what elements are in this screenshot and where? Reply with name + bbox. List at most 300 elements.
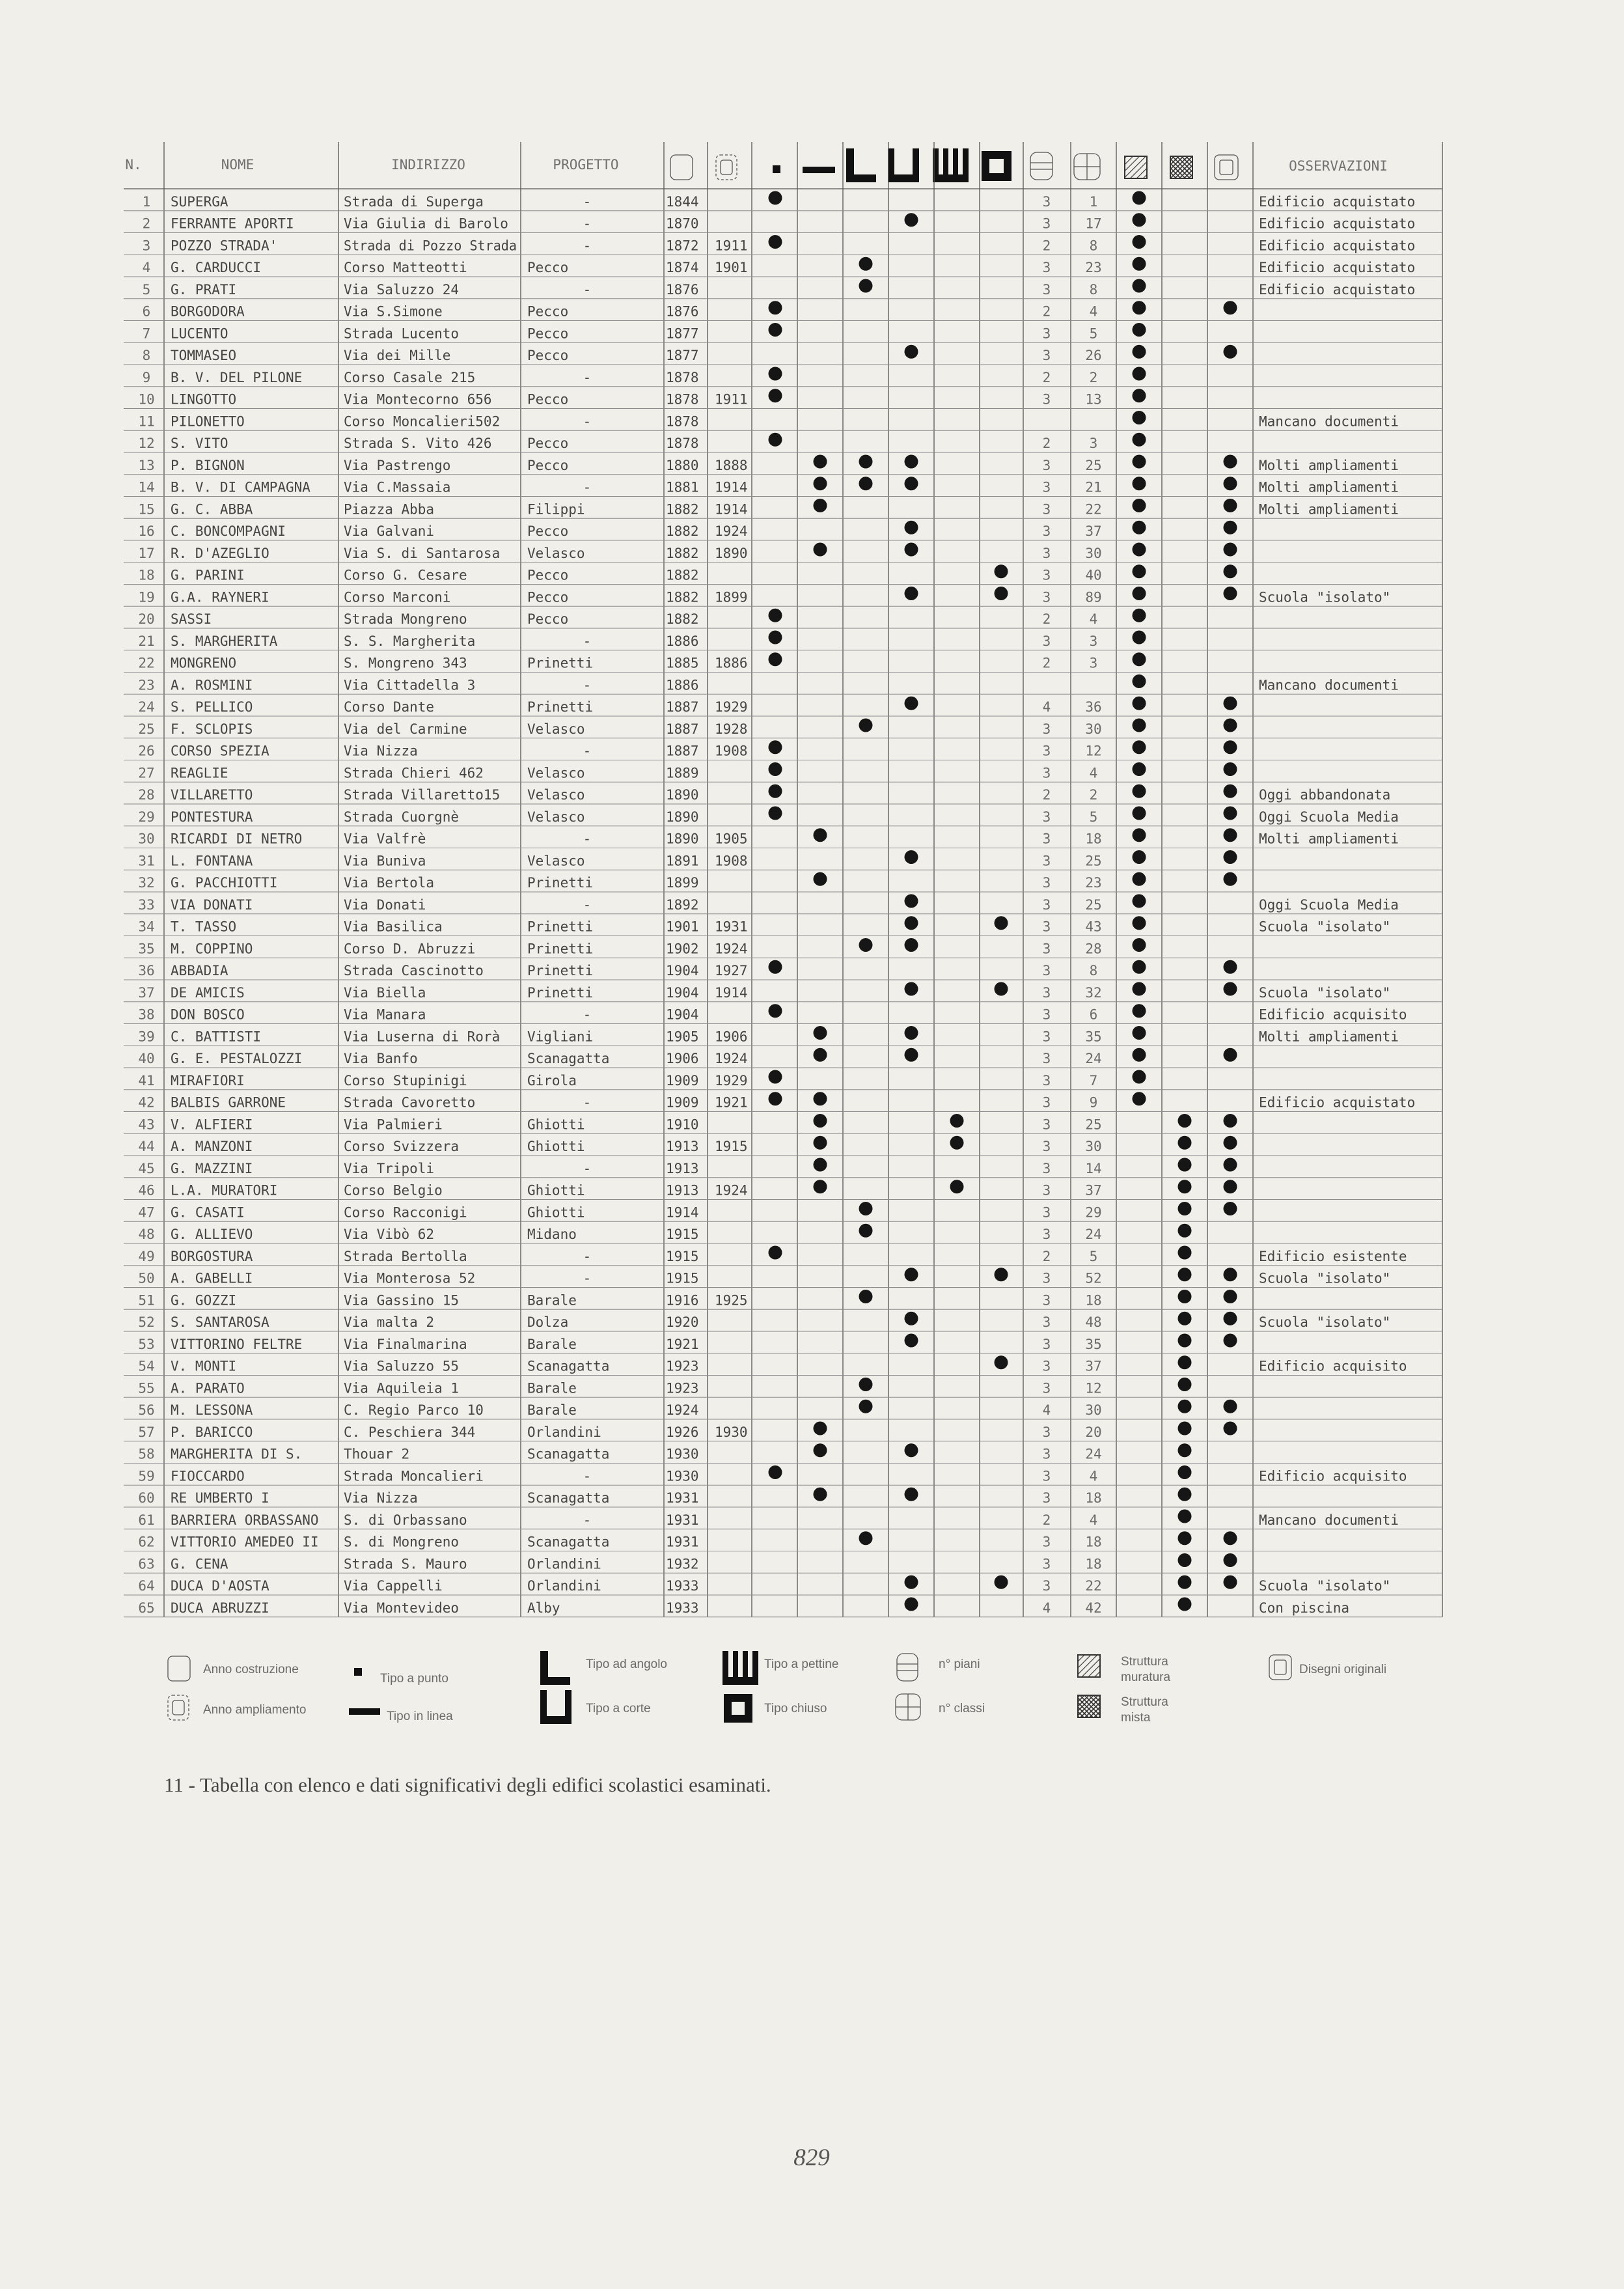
school-name: FERRANTE APORTI xyxy=(171,215,294,232)
marker-dot-linea xyxy=(814,1136,827,1150)
year-built: 1889 xyxy=(666,765,699,781)
anno-costruzione-icon xyxy=(670,155,693,180)
school-designer: - xyxy=(583,413,592,430)
classes-count: 8 xyxy=(1089,281,1098,298)
row-number: 41 xyxy=(138,1072,155,1089)
school-name: A. ROSMINI xyxy=(171,677,253,693)
classes-count: 40 xyxy=(1085,567,1102,583)
school-designer: Velasco xyxy=(527,545,585,561)
year-built: 1901 xyxy=(666,919,699,935)
school-address: Strada S. Vito 426 xyxy=(344,436,492,451)
school-name: DON BOSCO xyxy=(171,1006,245,1023)
marker-dot-corte xyxy=(905,982,918,996)
classes-count: 1 xyxy=(1089,193,1098,210)
year-built: 1885 xyxy=(666,655,699,671)
year-extended: 1914 xyxy=(715,501,748,518)
marker-dot-linea xyxy=(814,477,827,490)
floors-count: 3 xyxy=(1042,875,1051,891)
row-number: 2 xyxy=(142,215,151,232)
school-name: LUCENTO xyxy=(171,326,228,342)
table-row xyxy=(124,828,1442,848)
classes-count: 17 xyxy=(1085,215,1102,232)
legend-disegni-originali-inner-icon xyxy=(1274,1660,1286,1674)
school-name: P. BARICCO xyxy=(171,1424,253,1440)
floors-count: 3 xyxy=(1042,633,1051,649)
classes-count: 43 xyxy=(1085,919,1102,935)
floors-count: 3 xyxy=(1042,1534,1051,1550)
year-built: 1904 xyxy=(666,1006,699,1023)
table-row xyxy=(124,1531,1442,1551)
floors-count: 3 xyxy=(1042,1336,1051,1352)
table-row xyxy=(124,477,1442,496)
marker-dot-disegni xyxy=(1224,1312,1237,1325)
school-name: RICARDI DI NETRO xyxy=(171,831,303,847)
marker-dot-linea xyxy=(814,1443,827,1457)
school-designer: Velasco xyxy=(527,721,585,737)
marker-dot-disegni xyxy=(1224,1136,1237,1150)
classes-count: 4 xyxy=(1089,303,1098,320)
classes-count: 30 xyxy=(1085,1139,1102,1154)
table-row xyxy=(124,301,1442,320)
school-name: G. ALLIEVO xyxy=(171,1227,253,1242)
table-row xyxy=(124,872,1442,892)
school-name: B. V. DEL PILONE xyxy=(171,369,303,385)
observations: Scuola "isolato" xyxy=(1259,1270,1391,1286)
observations: Edificio acquistato xyxy=(1259,193,1416,210)
marker-dot-disegni xyxy=(1224,982,1237,996)
school-name: VITTORIO AMEDEO II xyxy=(171,1534,319,1550)
school-address: Via Luserna di Rorà xyxy=(344,1029,501,1045)
marker-dot-disegni xyxy=(1224,872,1237,886)
classes-count: 3 xyxy=(1089,436,1098,451)
marker-dot-corte xyxy=(905,1026,918,1040)
marker-dot-punto xyxy=(769,235,782,249)
marker-dot-angolo xyxy=(859,1531,873,1545)
observations: Edificio acquistato xyxy=(1259,215,1416,232)
school-address: Corso Matteotti xyxy=(344,260,467,275)
school-name: ABBADIA xyxy=(171,963,228,978)
marker-dot-mista xyxy=(1178,1378,1192,1391)
legend-n-piani: n° piani xyxy=(939,1658,980,1671)
school-designer: - xyxy=(583,369,592,385)
school-address: Via Basilica xyxy=(344,919,443,935)
classes-count: 25 xyxy=(1085,896,1102,913)
school-designer: - xyxy=(583,193,592,210)
school-name: V. MONTI xyxy=(171,1358,237,1374)
floors-count: 3 xyxy=(1042,1270,1051,1286)
school-name: R. D'AZEGLIO xyxy=(171,545,269,561)
marker-dot-disegni xyxy=(1224,850,1237,864)
marker-dot-pettine xyxy=(950,1136,964,1150)
year-extended: 1931 xyxy=(715,919,748,935)
classes-count: 22 xyxy=(1085,501,1102,518)
row-number: 52 xyxy=(138,1314,155,1330)
row-number: 6 xyxy=(142,303,151,320)
school-address: Via Biella xyxy=(344,984,426,1001)
school-designer: Orlandini xyxy=(527,1578,601,1594)
school-address: Via S. di Santarosa xyxy=(344,545,501,561)
marker-dot-corte xyxy=(905,916,918,930)
year-built: 1909 xyxy=(666,1094,699,1111)
legend-anno-ampliamento: Anno ampliamento xyxy=(203,1703,307,1717)
row-number: 45 xyxy=(138,1160,155,1176)
year-built: 1923 xyxy=(666,1380,699,1396)
table-row xyxy=(124,1070,1442,1090)
observations: Scuola "isolato" xyxy=(1259,984,1391,1001)
school-name: P. BIGNON xyxy=(171,457,245,473)
marker-dot-punto xyxy=(769,740,782,754)
table-row xyxy=(124,564,1442,584)
marker-dot-muratura xyxy=(1133,389,1146,402)
year-built: 1910 xyxy=(666,1117,699,1133)
marker-dot-linea xyxy=(814,455,827,469)
marker-dot-corte xyxy=(905,1334,918,1348)
classes-count: 32 xyxy=(1085,984,1102,1001)
school-address: Via Montecorno 656 xyxy=(344,391,492,408)
classes-count: 8 xyxy=(1089,963,1098,978)
school-designer: Scanagatta xyxy=(527,1051,610,1066)
classes-count: 18 xyxy=(1085,1556,1102,1572)
marker-dot-corte xyxy=(905,477,918,490)
floors-count: 3 xyxy=(1042,1292,1051,1309)
marker-dot-punto xyxy=(769,631,782,645)
observations: Molti ampliamenti xyxy=(1259,831,1399,847)
row-number: 17 xyxy=(138,545,155,561)
school-name: A. MANZONI xyxy=(171,1139,253,1154)
marker-dot-muratura xyxy=(1133,872,1146,886)
year-built: 1890 xyxy=(666,787,699,803)
table-row xyxy=(124,674,1442,694)
marker-dot-linea xyxy=(814,828,827,842)
marker-dot-disegni xyxy=(1224,455,1237,469)
table-row xyxy=(124,323,1442,342)
observations: Molti ampliamenti xyxy=(1259,479,1399,495)
observations: Edificio acquisito xyxy=(1259,1358,1407,1374)
classes-count: 8 xyxy=(1089,238,1098,254)
year-built: 1914 xyxy=(666,1204,699,1221)
year-built: 1926 xyxy=(666,1424,699,1440)
table-row xyxy=(124,1598,1442,1617)
school-name: G. C. ABBA xyxy=(171,501,253,518)
table-row xyxy=(124,1268,1442,1287)
school-designer: Pecco xyxy=(527,436,569,451)
table-row xyxy=(124,1004,1442,1023)
school-designer: - xyxy=(583,633,592,649)
school-name: G. PARINI xyxy=(171,567,245,583)
legend-tipo-corte-icon xyxy=(540,1690,571,1724)
floors-count: 2 xyxy=(1042,238,1051,254)
floors-count: 2 xyxy=(1042,1248,1051,1264)
school-designer: Prinetti xyxy=(527,941,594,957)
school-name: G. CARDUCCI xyxy=(171,260,262,275)
school-address: S. di Orbassano xyxy=(344,1512,467,1528)
school-address: C. Regio Parco 10 xyxy=(344,1402,484,1418)
floors-count: 3 xyxy=(1042,963,1051,978)
marker-dot-pettine xyxy=(950,1180,964,1193)
marker-dot-punto xyxy=(769,367,782,381)
marker-dot-disegni xyxy=(1224,1575,1237,1589)
observations: Scuola "isolato" xyxy=(1259,1578,1391,1594)
table-row xyxy=(124,1465,1442,1485)
table-row xyxy=(124,850,1442,870)
year-extended: 1911 xyxy=(715,391,748,408)
school-designer: Ghiotti xyxy=(527,1139,585,1154)
row-number: 60 xyxy=(138,1490,155,1506)
floors-count: 3 xyxy=(1042,941,1051,957)
marker-dot-disegni xyxy=(1224,960,1237,974)
marker-dot-corte xyxy=(905,1312,918,1325)
marker-dot-corte xyxy=(905,697,918,710)
table-row xyxy=(124,1355,1442,1375)
classes-count: 4 xyxy=(1089,611,1098,627)
marker-dot-muratura xyxy=(1133,257,1146,271)
marker-dot-mista xyxy=(1178,1422,1192,1436)
page-number: 829 xyxy=(793,2144,830,2171)
year-extended: 1890 xyxy=(715,545,748,561)
school-designer: Pecco xyxy=(527,611,569,627)
floors-count: 4 xyxy=(1042,1600,1051,1616)
school-name: M. LESSONA xyxy=(171,1402,253,1418)
year-built: 1890 xyxy=(666,809,699,825)
row-number: 7 xyxy=(142,326,151,342)
floors-count: 3 xyxy=(1042,501,1051,518)
observations: Molti ampliamenti xyxy=(1259,501,1399,518)
table-row xyxy=(124,938,1442,958)
legend-struttura-muratura-icon xyxy=(1078,1655,1100,1677)
year-built: 1916 xyxy=(666,1292,699,1309)
marker-dot-muratura xyxy=(1133,740,1146,754)
marker-dot-chiuso xyxy=(995,916,1008,930)
table-row xyxy=(124,345,1442,365)
classes-count: 18 xyxy=(1085,1534,1102,1550)
table-row xyxy=(124,1158,1442,1178)
school-designer: Barale xyxy=(527,1402,577,1418)
classes-count: 24 xyxy=(1085,1051,1102,1066)
school-designer: - xyxy=(583,1270,592,1286)
legend-anno-costruzione-icon xyxy=(168,1656,190,1681)
marker-dot-angolo xyxy=(859,279,873,293)
school-name: F. SCLOPIS xyxy=(171,721,253,737)
marker-dot-linea xyxy=(814,1026,827,1040)
row-number: 1 xyxy=(142,193,151,210)
year-extended: 1888 xyxy=(715,457,748,473)
marker-dot-mista xyxy=(1178,1158,1192,1172)
row-number: 44 xyxy=(138,1139,155,1154)
floors-count: 3 xyxy=(1042,1314,1051,1330)
marker-dot-disegni xyxy=(1224,784,1237,798)
school-name: G. GOZZI xyxy=(171,1292,237,1309)
marker-dot-disegni xyxy=(1224,1180,1237,1193)
school-name: G. PACCHIOTTI xyxy=(171,875,278,891)
school-name: BORGODORA xyxy=(171,303,245,320)
header-nome: NOME xyxy=(221,157,255,173)
marker-dot-disegni xyxy=(1224,807,1237,820)
year-extended: 1911 xyxy=(715,238,748,254)
observations: Molti ampliamenti xyxy=(1259,457,1399,473)
marker-dot-chiuso xyxy=(995,587,1008,600)
legend-struttura-mista-icon xyxy=(1078,1695,1100,1717)
marker-dot-punto xyxy=(769,323,782,337)
marker-dot-pettine xyxy=(950,1114,964,1128)
table-row xyxy=(124,1114,1442,1133)
marker-dot-corte xyxy=(905,850,918,864)
marker-dot-angolo xyxy=(859,1378,873,1391)
table-row xyxy=(124,1443,1442,1463)
year-built: 1878 xyxy=(666,436,699,451)
school-address: Via dei Mille xyxy=(344,348,451,363)
marker-dot-muratura xyxy=(1133,609,1146,622)
year-built: 1892 xyxy=(666,896,699,913)
year-extended: 1886 xyxy=(715,655,748,671)
school-address: Via Manara xyxy=(344,1006,426,1023)
school-designer: Orlandini xyxy=(527,1424,601,1440)
school-designer: Orlandini xyxy=(527,1556,601,1572)
marker-dot-disegni xyxy=(1224,1531,1237,1545)
school-name: T. TASSO xyxy=(171,919,237,935)
year-extended: 1908 xyxy=(715,853,748,869)
classes-count: 22 xyxy=(1085,1578,1102,1594)
year-built: 1882 xyxy=(666,501,699,518)
header-n: N. xyxy=(125,157,142,173)
classes-count: 89 xyxy=(1085,589,1102,605)
school-address: Via Gassino 15 xyxy=(344,1292,460,1309)
school-designer: Prinetti xyxy=(527,984,594,1001)
row-number: 49 xyxy=(138,1248,155,1264)
year-extended: 1924 xyxy=(715,523,748,539)
marker-dot-muratura xyxy=(1133,895,1146,908)
marker-dot-punto xyxy=(769,389,782,402)
marker-dot-punto xyxy=(769,1465,782,1479)
marker-dot-mista xyxy=(1178,1268,1192,1281)
marker-dot-chiuso xyxy=(995,1355,1008,1369)
table-row xyxy=(124,1026,1442,1046)
school-designer: - xyxy=(583,1512,592,1528)
year-extended: 1924 xyxy=(715,1051,748,1066)
school-designer: Prinetti xyxy=(527,875,594,891)
year-extended: 1929 xyxy=(715,699,748,715)
row-number: 16 xyxy=(138,523,155,539)
school-address: Via Finalmarina xyxy=(344,1336,467,1352)
marker-dot-punto xyxy=(769,301,782,314)
marker-dot-corte xyxy=(905,1048,918,1062)
year-built: 1923 xyxy=(666,1358,699,1374)
legend-tipo-chiuso: Tipo chiuso xyxy=(764,1702,827,1715)
marker-dot-muratura xyxy=(1133,564,1146,578)
school-address: Strada Cascinotto xyxy=(344,963,484,978)
floors-count: 3 xyxy=(1042,1424,1051,1440)
marker-dot-muratura xyxy=(1133,697,1146,710)
school-designer: Barale xyxy=(527,1380,577,1396)
school-address: Strada Chieri 462 xyxy=(344,765,484,781)
marker-dot-corte xyxy=(905,895,918,908)
table-row xyxy=(124,521,1442,540)
classes-count: 52 xyxy=(1085,1270,1102,1286)
school-designer: - xyxy=(583,831,592,847)
observations: Edificio acquistato xyxy=(1259,1094,1416,1111)
marker-dot-disegni xyxy=(1224,1048,1237,1062)
school-address: Via Montevideo xyxy=(344,1600,460,1616)
table-row xyxy=(124,1136,1442,1156)
marker-dot-punto xyxy=(769,762,782,776)
marker-dot-disegni xyxy=(1224,345,1237,359)
marker-dot-linea xyxy=(814,1488,827,1501)
school-designer: - xyxy=(583,1160,592,1176)
floors-count: 2 xyxy=(1042,436,1051,451)
classes-count: 37 xyxy=(1085,1358,1102,1374)
school-designer: Velasco xyxy=(527,787,585,803)
school-address: S. Mongreno 343 xyxy=(344,655,467,671)
classes-count: 2 xyxy=(1089,787,1098,803)
school-designer: Pecco xyxy=(527,348,569,363)
row-number: 18 xyxy=(138,567,155,583)
floors-count: 3 xyxy=(1042,1578,1051,1594)
floors-count: 3 xyxy=(1042,193,1051,210)
legend-anno-costruzione: Anno costruzione xyxy=(203,1663,299,1676)
marker-dot-mista xyxy=(1178,1334,1192,1348)
classes-count: 9 xyxy=(1089,1094,1098,1111)
row-number: 51 xyxy=(138,1292,155,1309)
marker-dot-disegni xyxy=(1224,543,1237,557)
year-built: 1915 xyxy=(666,1227,699,1242)
marker-dot-muratura xyxy=(1133,235,1146,249)
classes-count: 12 xyxy=(1085,1380,1102,1396)
floors-count: 3 xyxy=(1042,1006,1051,1023)
year-extended: 1899 xyxy=(715,589,748,605)
marker-dot-angolo xyxy=(859,719,873,732)
marker-dot-disegni xyxy=(1224,1400,1237,1413)
classes-count: 23 xyxy=(1085,260,1102,275)
classes-count: 48 xyxy=(1085,1314,1102,1330)
year-built: 1899 xyxy=(666,875,699,891)
tipo-chiuso-icon xyxy=(982,151,1012,181)
school-address: Corso Moncalieri502 xyxy=(344,413,501,430)
school-address: Corso Marconi xyxy=(344,589,451,605)
legend-tipo-punto-icon xyxy=(354,1668,362,1676)
observations: Mancano documenti xyxy=(1259,677,1399,693)
school-name: L. FONTANA xyxy=(171,853,253,869)
marker-dot-muratura xyxy=(1133,674,1146,688)
row-number: 21 xyxy=(138,633,155,649)
marker-dot-muratura xyxy=(1133,916,1146,930)
school-name: MONGRENO xyxy=(171,655,237,671)
marker-dot-disegni xyxy=(1224,1290,1237,1303)
school-address: S. S. Margherita xyxy=(344,633,476,649)
table-rows xyxy=(124,191,1442,1617)
marker-dot-muratura xyxy=(1133,982,1146,996)
marker-dot-punto xyxy=(769,1092,782,1105)
classes-count: 35 xyxy=(1085,1336,1102,1352)
marker-dot-muratura xyxy=(1133,455,1146,469)
row-number: 20 xyxy=(138,611,155,627)
observations: Edificio acquistato xyxy=(1259,238,1416,254)
school-address: Corso Racconigi xyxy=(344,1204,467,1221)
classes-count: 7 xyxy=(1089,1072,1098,1089)
floors-count: 3 xyxy=(1042,391,1051,408)
year-built: 1920 xyxy=(666,1314,699,1330)
table-row xyxy=(124,1246,1442,1266)
legend-tipo-corte: Tipo a corte xyxy=(586,1702,651,1715)
row-number: 35 xyxy=(138,941,155,957)
floors-count: 3 xyxy=(1042,1468,1051,1484)
struttura-muratura-icon xyxy=(1125,156,1147,178)
year-extended: 1929 xyxy=(715,1072,748,1089)
school-name: S. VITO xyxy=(171,436,228,451)
marker-dot-corte xyxy=(905,213,918,227)
legend-disegni-originali-icon xyxy=(1269,1655,1291,1680)
school-name: G. PRATI xyxy=(171,281,237,298)
table-row xyxy=(124,433,1442,452)
school-designer: Vigliani xyxy=(527,1029,594,1045)
